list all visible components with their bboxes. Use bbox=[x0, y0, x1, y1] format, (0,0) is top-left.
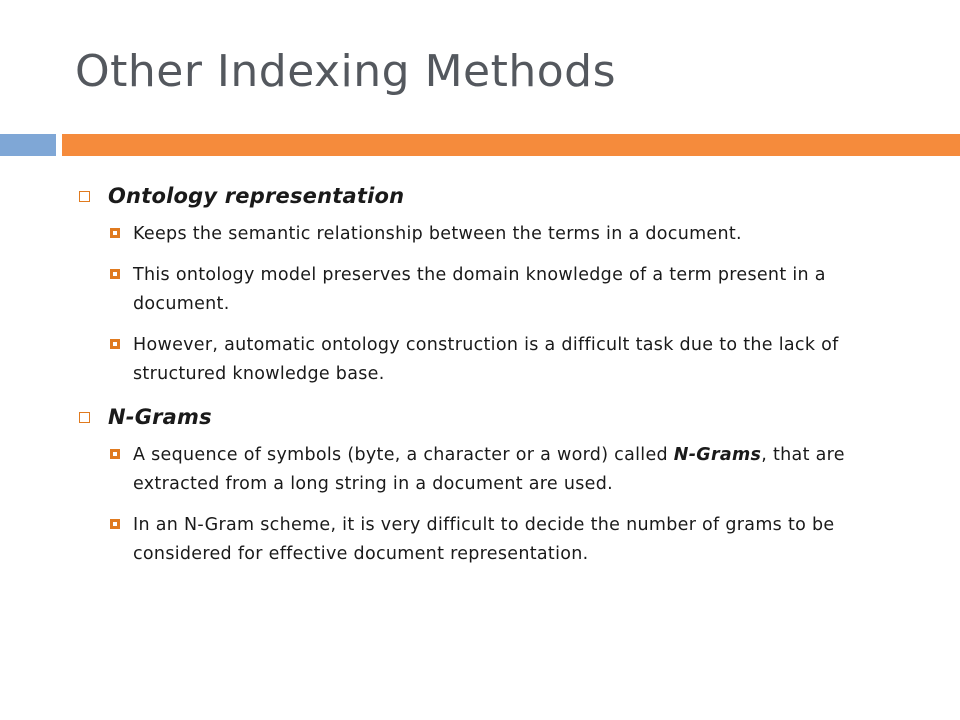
bullet-text-before: A sequence of symbols (byte, a character or a word) called bbox=[133, 445, 674, 465]
hollow-square-bullet-icon bbox=[79, 191, 90, 202]
bullet-text: Keeps the semantic relationship between the terms in a document. bbox=[133, 224, 742, 244]
bullet-text: However, automatic ontology construction is a difficult task due to the lack of structured knowledge base. bbox=[133, 335, 839, 384]
accent-bar-orange bbox=[62, 134, 960, 156]
section-heading-row bbox=[76, 180, 916, 212]
section-heading-ontology: Ontology representation bbox=[108, 184, 405, 208]
bullet-text bbox=[133, 441, 873, 499]
bullet-text: This ontology model preserves the domain knowledge of a term present in a document. bbox=[133, 265, 826, 314]
slide-body bbox=[76, 180, 916, 581]
accent-bar-blue bbox=[0, 134, 56, 156]
list-item bbox=[110, 220, 916, 249]
filled-square-bullet-icon bbox=[110, 519, 120, 529]
list-item bbox=[110, 441, 916, 499]
filled-square-bullet-icon bbox=[110, 228, 120, 238]
list-item bbox=[110, 331, 916, 389]
filled-square-bullet-icon bbox=[110, 269, 120, 279]
bullet-list-ngrams bbox=[76, 441, 916, 569]
bullet-text: In an N-Gram scheme, it is very difficult to decide the number of grams to be considered for effective document representation. bbox=[133, 515, 835, 564]
list-item bbox=[110, 261, 916, 319]
filled-square-bullet-icon bbox=[110, 449, 120, 459]
filled-square-bullet-icon bbox=[110, 339, 120, 349]
section-ontology bbox=[76, 180, 916, 389]
section-ngrams bbox=[76, 401, 916, 569]
bullet-text-after: , that are extracted from a long string in a document are used. bbox=[133, 445, 845, 494]
hollow-square-bullet-icon bbox=[79, 412, 90, 423]
ngrams-emphasis: N-Grams bbox=[673, 445, 762, 465]
section-heading-row bbox=[76, 401, 916, 433]
slide-title: Other Indexing Methods bbox=[75, 46, 617, 97]
section-heading-ngrams: N-Grams bbox=[108, 405, 212, 429]
list-item bbox=[110, 511, 916, 569]
bullet-list-ontology bbox=[76, 220, 916, 389]
